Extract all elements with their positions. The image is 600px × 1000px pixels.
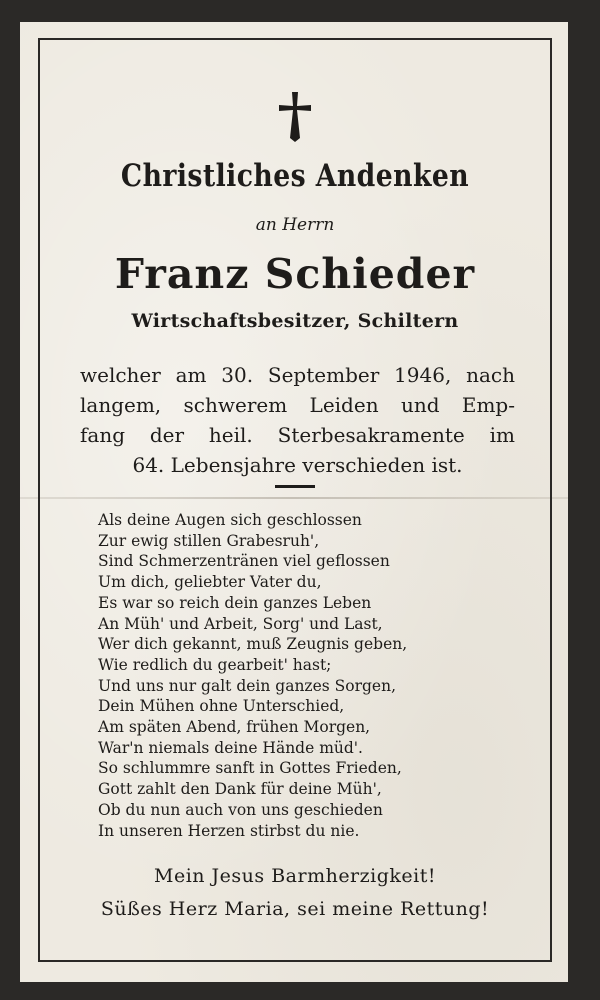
poem-line: War'n niemals deine Hände müd'.: [98, 738, 363, 757]
notice-line: fang der heil. Sterbesakramente im: [80, 423, 515, 447]
notice-line: welcher am 30. September 1946, nach: [80, 363, 515, 387]
poem-line: Und uns nur galt dein ganzes Sorgen,: [98, 676, 397, 695]
prayer-line: Mein Jesus Barmherzigkeit!: [154, 865, 436, 887]
poem: [98, 510, 498, 841]
card-content: [40, 40, 550, 960]
poem-line: An Müh' und Arbeit, Sorg' und Last,: [98, 614, 383, 633]
notice-line: langem, schwerem Leiden und Emp-: [80, 393, 515, 417]
rule-divider: [275, 485, 315, 488]
poem-line: So schlummre sanft in Gottes Frieden,: [98, 759, 402, 778]
salutation: an Herrn: [255, 215, 335, 235]
poem-line: Ob du nun auch von uns geschieden: [98, 800, 383, 819]
poem-line: Als deine Augen sich geschlossen: [98, 511, 362, 529]
occupation-place: Wirtschaftsbesitzer, Schiltern: [131, 310, 459, 332]
poem-line: Zur ewig stillen Grabesruh',: [98, 531, 320, 550]
poem-line: Dein Mühen ohne Unterschied,: [98, 697, 345, 716]
poem-line: Um dich, geliebter Vater du,: [98, 573, 322, 592]
prayer-line: Süßes Herz Maria, sei meine Rettung!: [100, 898, 490, 920]
poem-line: Es war so reich dein ganzes Leben: [98, 593, 372, 612]
notice-line: 64. Lebensjahre verschieden ist.: [132, 453, 463, 477]
poem-line: Gott zahlt den Dank für deine Müh',: [98, 780, 382, 799]
closing-prayer: [40, 860, 550, 926]
poem-line: In unseren Herzen stirbst du nie.: [98, 821, 360, 840]
poem-line: Sind Schmerzentränen viel geflossen: [98, 552, 390, 571]
poem-line: Wer dich gekannt, muß Zeugnis geben,: [98, 635, 408, 654]
poem-line: Wie redlich du gearbeit' hast;: [98, 655, 332, 674]
cross-icon: [275, 88, 315, 144]
death-notice: [80, 360, 515, 480]
card-title: Christliches Andenken: [120, 158, 470, 194]
poem-line: Am späten Abend, frühen Morgen,: [98, 718, 371, 737]
deceased-name: Franz Schieder: [114, 250, 476, 298]
